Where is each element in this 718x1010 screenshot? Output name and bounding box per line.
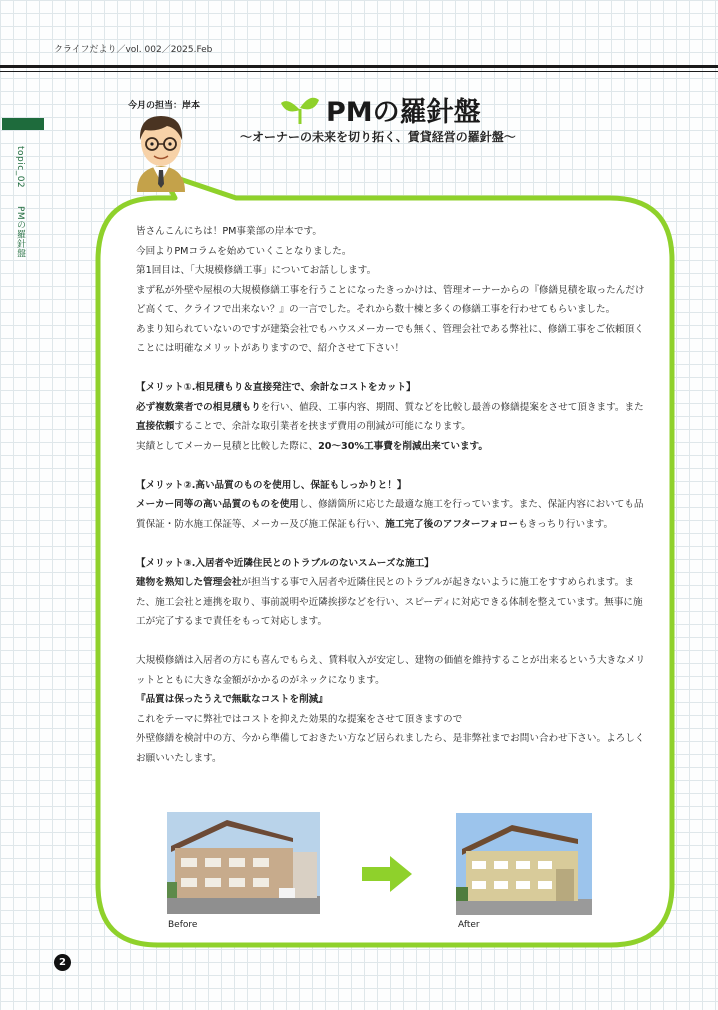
- merit2-heading: 【メリット②.高い品質のものを使用し、保証もしっかりと！】: [136, 479, 407, 491]
- intro-line: あまり知られていないのですが建築会社でもハウスメーカーでも無く、管理会社である弊社に、修繕工事をご依頼頂くことには明確なメリットがありますので、紹介させて下さい！: [136, 323, 644, 354]
- intro-line: 今回よりPMコラムを始めていくことなりました。: [136, 245, 352, 257]
- before-caption: Before: [168, 920, 198, 930]
- arrow-right-icon: [362, 856, 412, 892]
- title-block: [280, 90, 481, 129]
- after-photo: [456, 813, 592, 915]
- side-topic: topic_02: [15, 146, 25, 189]
- side-title: PMの羅針盤: [15, 205, 25, 258]
- after-caption: After: [458, 920, 480, 930]
- merit1-result: 実績としてメーカー見積と比較した際に、20〜30%工事費を削減出来ています。: [136, 440, 488, 452]
- closing-text: これをテーマに弊社ではコストを抑えた効果的な提案をさせて頂きますので: [136, 713, 463, 725]
- closing-text: 大規模修繕は入居者の方にも喜んでもらえ、賃料収入が安定し、建物の価値を維持することが出来るという大きなメリットとともに大きな金額がかかるのがネックになります。: [136, 655, 646, 686]
- page-title: PMの羅針盤: [326, 97, 481, 128]
- header-text: クライフだより／vol. 002／2025.Feb: [54, 45, 213, 55]
- before-photo: [167, 812, 320, 914]
- merit1-heading: 【メリット①.相見積もり＆直接発注で、余計なコストをカット】: [136, 382, 416, 393]
- merit2-text: メーカー同等の高い品質のものを使用し、修繕箇所に応じた最適な施工を行っています。また、保証内容においても品質保証・防水施工保証等、メーカー及び施工保証も行い、施工完了後のアフターフォローもきっちり行います。: [136, 499, 644, 530]
- sprout-icon: [280, 95, 320, 125]
- merit3-heading: 【メリット③.入居者や近隣住民とのトラブルのないスムーズな施工】: [136, 557, 434, 569]
- article-body: [136, 222, 648, 768]
- intro-line: まず私が外壁や屋根の大規模修繕工事を行うことになったきっかけは、管理オーナーからの『修繕見積を取ったんだけど高くて、クライフで出来ない？』の一言でした。それから数十棟と多くの修繕工事を行わせてもらいました。: [136, 284, 645, 315]
- author-label: 今月の担当：岸本: [128, 101, 201, 111]
- merit3-text: 建物を熟知した管理会社が担当する事で入居者や近隣住民とのトラブルが起きないように施工をすすめられます。また、施工会社と連携を取り、事前説明や近隣挨拶などを行い、スピーディに対応できる体制を整えています。無事に施工が完了するまで責任をもって対応します。: [136, 577, 643, 627]
- page-number: 2: [54, 954, 71, 971]
- author-avatar: [133, 110, 189, 192]
- merit1-text: 必ず複数業者での相見積もりを行い、値段、工事内容、期間、質などを比較し最善の修繕提案をさせて頂きます。また直接依頼することで、余計な取引業者を挟まず費用の削減が可能になります。: [136, 401, 644, 432]
- intro-line: 皆さんこんにちは！PM事業部の岸本です。: [136, 226, 322, 237]
- page-subtitle: 〜オーナーの未来を切り拓く、賃貸経営の羅針盤〜: [240, 130, 516, 144]
- closing-text: 外壁修繕を検討中の方、今から準備しておきたい方など居られましたら、是非弊社までお問い合わせ下さい。よろしくお願いいたします。: [136, 733, 645, 764]
- intro-line: 第1回目は、「大規模修繕工事」についてお話しします。: [136, 265, 377, 276]
- closing-quote: 『品質は保ったうえで無駄なコストを削減』: [136, 694, 328, 705]
